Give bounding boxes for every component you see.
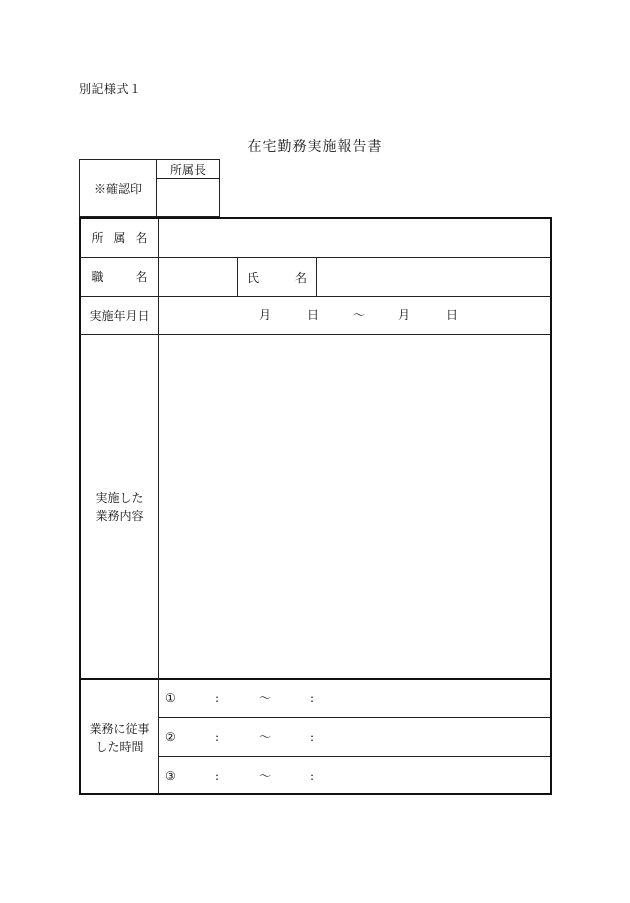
date-label: 実施年月日 (89, 308, 150, 323)
date-field[interactable] (159, 297, 550, 334)
confirmation-stamp-box (79, 159, 220, 217)
report-form (79, 217, 552, 795)
document-title: 在宅勤務実施報告書 (247, 139, 383, 155)
name-field[interactable] (317, 258, 550, 296)
working-hours-row-3[interactable] (159, 758, 550, 795)
hours-range-tilde: ～ (259, 769, 272, 783)
name-label-char: 名 (294, 270, 307, 285)
hours-range-tilde: ～ (259, 691, 272, 705)
row-divider (158, 717, 550, 718)
hours-start-colon: : (215, 691, 220, 705)
hours-start-colon: : (215, 730, 220, 744)
hours-number: ② (165, 730, 176, 744)
hours-number: ③ (165, 769, 176, 783)
hours-end-colon: : (310, 730, 315, 744)
name-label-char: 氏 (247, 270, 260, 285)
working-hours-label (81, 680, 158, 795)
confirmation-stamp-label: ※確認印 (80, 160, 157, 216)
affiliation-label (81, 219, 158, 257)
day-start: 日 (307, 308, 320, 322)
row-divider (158, 756, 550, 757)
affiliation-field[interactable] (159, 219, 550, 257)
hours-number: ① (165, 691, 176, 705)
work-content-label (81, 335, 158, 678)
name-label (238, 258, 316, 296)
day-end: 日 (446, 308, 459, 322)
working-hours-row-2[interactable] (159, 719, 550, 756)
month-start: 月 (259, 308, 272, 322)
stamp-header-director: 所属長 (157, 160, 219, 179)
work-content-label-line: 業務内容 (95, 508, 144, 523)
form-number: 別記様式１ (79, 82, 142, 96)
hours-start-colon: : (215, 769, 220, 783)
affiliation-label-char: 所 (91, 231, 104, 245)
working-hours-label-line: した時間 (95, 739, 144, 754)
affiliation-label-char: 属 (113, 231, 126, 245)
position-field[interactable] (159, 258, 237, 296)
work-content-field[interactable] (159, 335, 550, 678)
position-label-char: 名 (135, 270, 148, 284)
work-content-label-line: 実施した (95, 490, 144, 505)
affiliation-label-char: 名 (135, 231, 148, 245)
working-hours-label-line: 業務に従事 (89, 721, 150, 736)
hours-range-tilde: ～ (259, 730, 272, 744)
position-label (81, 258, 158, 296)
hours-end-colon: : (310, 691, 315, 705)
hours-end-colon: : (310, 769, 315, 783)
stamp-area[interactable] (157, 179, 219, 216)
month-end: 月 (398, 308, 411, 322)
date-range-tilde: ～ (353, 308, 366, 322)
position-label-char: 職 (91, 270, 104, 284)
working-hours-row-1[interactable] (159, 680, 550, 717)
